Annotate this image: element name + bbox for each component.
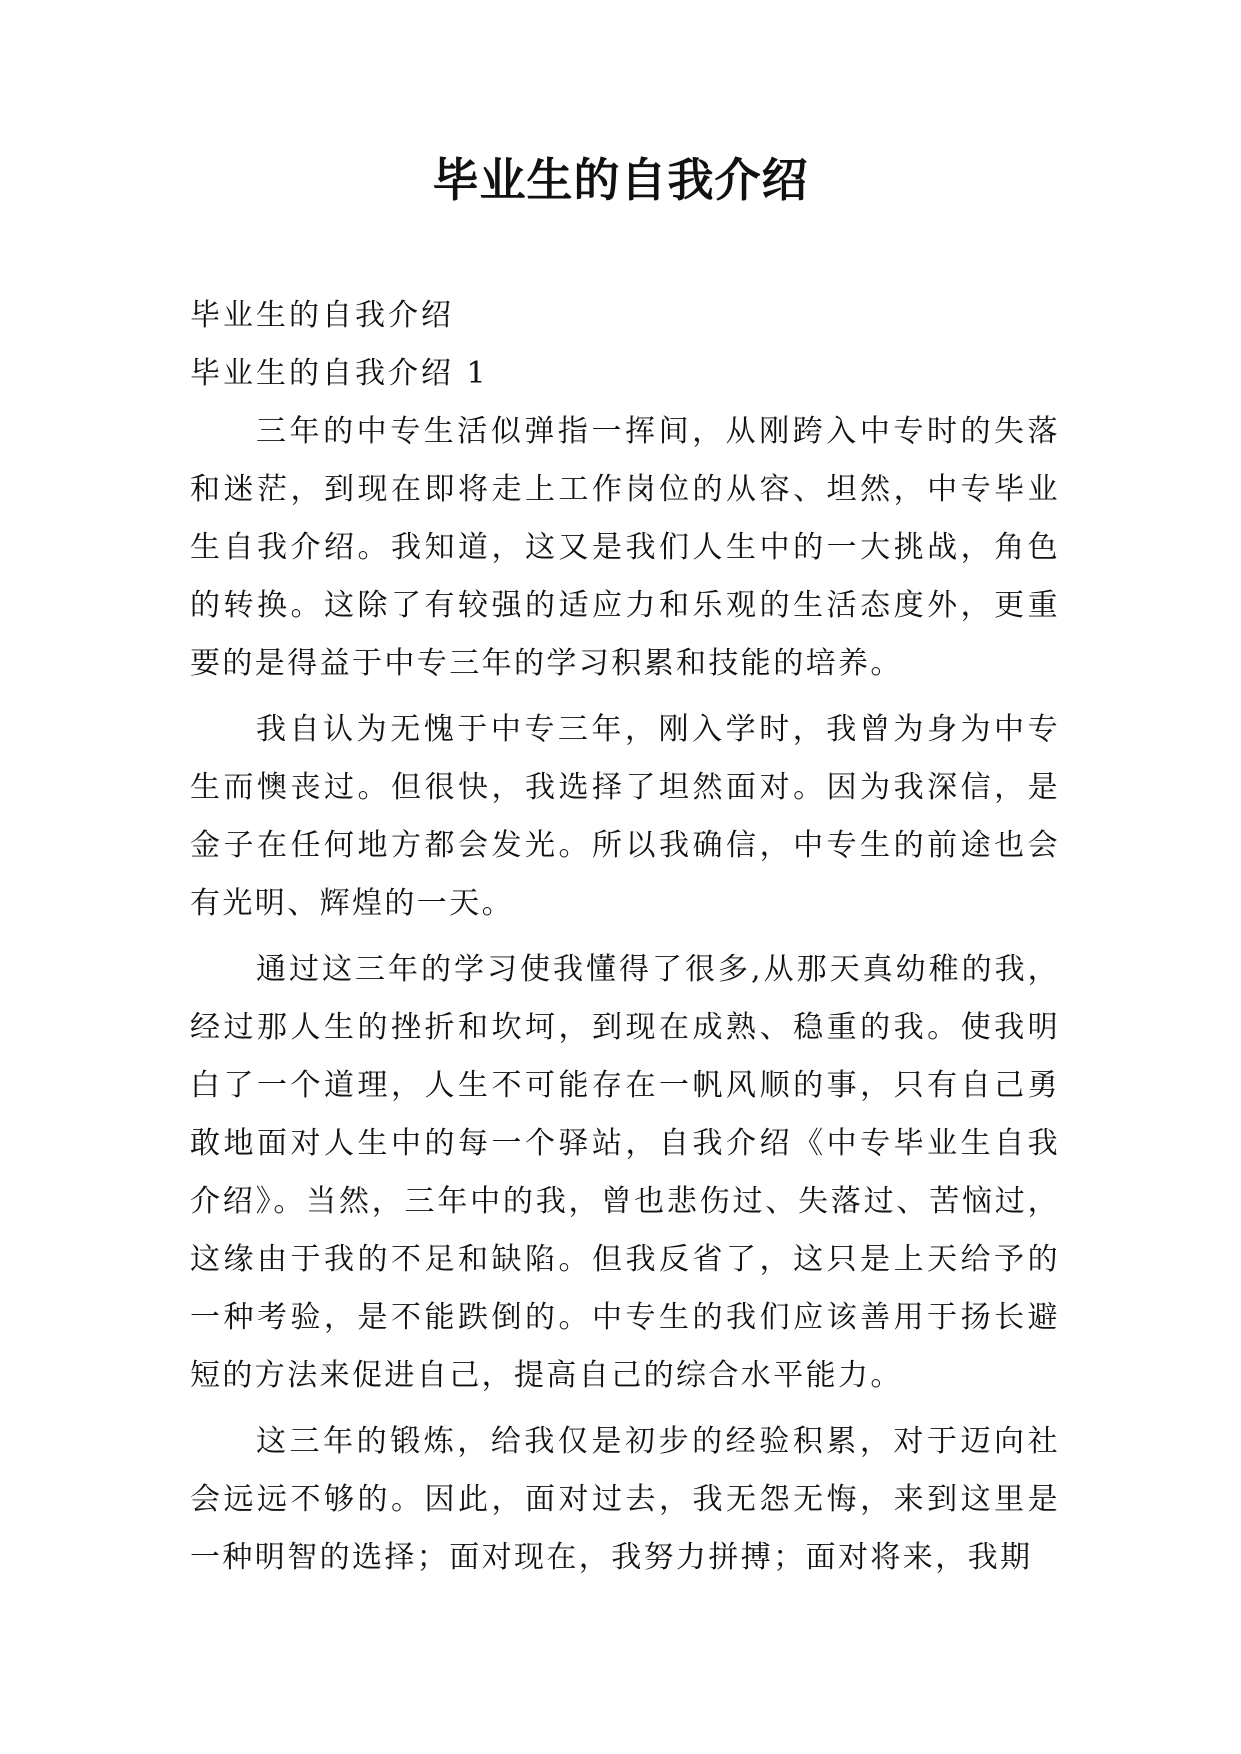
- paragraph-1: 三年的中专生活似弹指一挥间，从刚跨入中专时的失落和迷茫，到现在即将走上工作岗位的从容、坦然，中专毕业生自我介绍。我知道，这又是我们人生中的一大挑战，角色的转换。这除了有较强的适应力和乐观的生活态度外，更重要的是得益于中专三年的学习积累和技能的培养。: [190, 414, 1060, 681]
- paragraph-4: 这三年的锻炼，给我仅是初步的经验积累，对于迈向社会远远不够的。因此，面对过去，我无怨无悔，来到这里是一种明智的选择；面对现在，我努力拼搏；面对将来，我期: [190, 1424, 1060, 1575]
- paragraph-3: 通过这三年的学习使我懂得了很多,从那天真幼稚的我，经过那人生的挫折和坎坷，到现在成熟、稳重的我。使我明白了一个道理，人生不可能存在一帆风顺的事，只有自己勇敢地面对人生中的每一个驿站，自我介绍《中专毕业生自我介绍》。当然，三年中的我，曾也悲伤过、失落过、苦恼过，这缘由于我的不足和缺陷。但我反省了，这只是上天给予的一种考验，是不能跌倒的。中专生的我们应该善用于扬长避短的方法来促进自己，提高自己的综合水平能力。: [190, 952, 1060, 1393]
- paragraph-2: 我自认为无愧于中专三年，刚入学时，我曾为身为中专生而懊丧过。但很快，我选择了坦然面对。因为我深信，是金子在任何地方都会发光。所以我确信，中专生的前途也会有光明、辉煌的一天。: [190, 712, 1060, 921]
- section-heading: 毕业生的自我介绍 1: [190, 356, 489, 391]
- document-body: [190, 287, 1060, 1595]
- document-title: 毕业生的自我介绍: [432, 153, 809, 207]
- document-subheading: 毕业生的自我介绍: [190, 298, 454, 333]
